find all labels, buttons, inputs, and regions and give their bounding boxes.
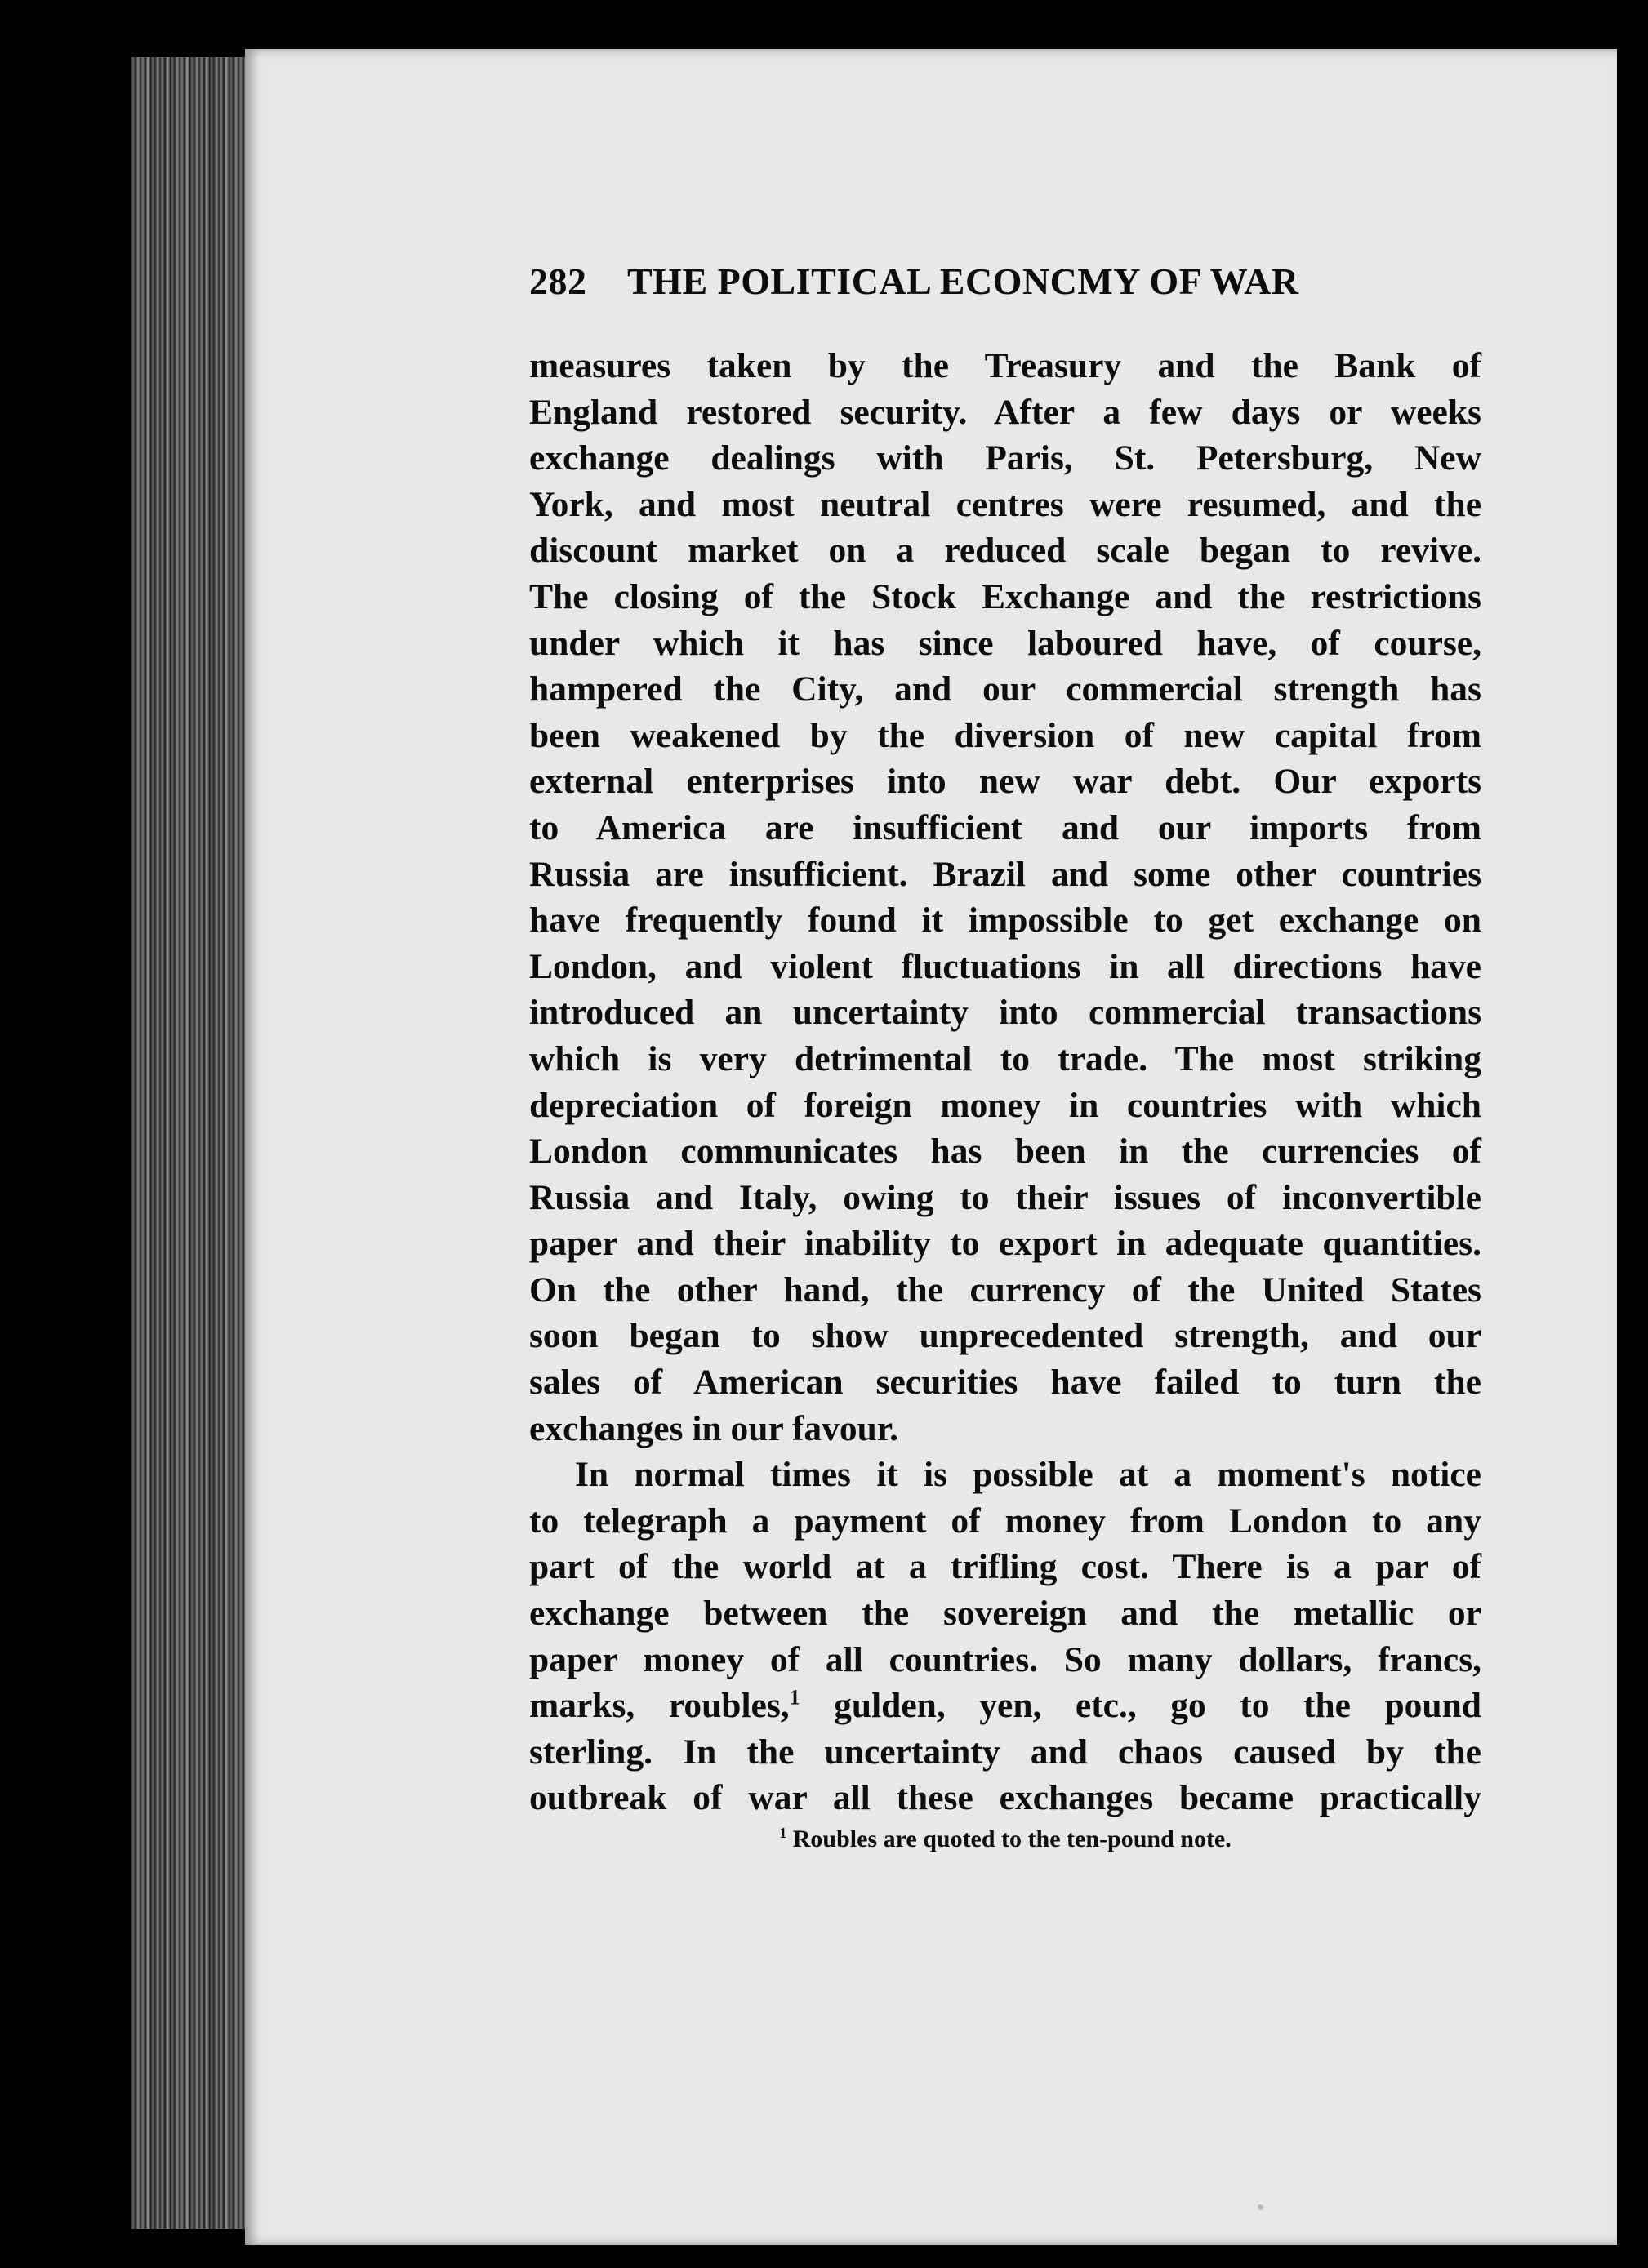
footnote-marker: 1 [779,1825,787,1841]
text-line [529,1683,1481,1729]
text-line: outbreak of war all these exchanges became practically [529,1778,1481,1818]
text-line: to telegraph a payment of money from London to any [529,1501,1481,1541]
running-head [529,260,1428,317]
text-line: sterling. In the uncertainty and chaos caused by the [529,1732,1481,1772]
footnote-reference: 1 [789,1685,800,1710]
text-line: York, and most neutral centres were resumed, and the [529,484,1481,524]
text-line: discount market on a reduced scale began to revive. [529,531,1481,571]
text-line: measures taken by the Treasury and the Bank of [529,346,1481,385]
footnote-text: Roubles are quoted to the ten-pound note. [786,1826,1232,1852]
text-line: depreciation of foreign money in countries with which [529,1085,1481,1125]
text-line: Russia and Italy, owing to their issues of inconvertible [529,1177,1481,1217]
text-fragment: marks, roubles, [529,1686,790,1726]
footnote [529,1826,1481,1853]
paragraph [529,343,1481,1452]
text-line: exchanges in our favour. [529,1408,898,1448]
text-line: under which it has since laboured have, of course, [529,623,1481,663]
text-line: exchange between the sovereign and the metallic or [529,1594,1481,1634]
text-line: been weakened by the diversion of new capital from [529,715,1481,755]
text-line: exchange dealings with Paris, St. Petersburg, New [529,438,1481,478]
book-page-edges [131,57,261,2229]
text-line: paper and their inability to export in adequate quantities. [529,1224,1481,1264]
running-title: THE POLITICAL ECONCMY OF WAR [627,260,1299,302]
paragraph [529,1452,1481,1821]
body-text [529,343,1481,1821]
text-line: hampered the City, and our commercial strength has [529,669,1481,709]
text-line: soon began to show unprecedented strength, and our [529,1316,1481,1356]
text-line: have frequently found it impossible to get exchange on [529,901,1481,941]
text-line: which is very detrimental to trade. The most striking [529,1038,1481,1078]
page-number: 282 [529,260,587,302]
text-line: On the other hand, the currency of the United States [529,1270,1481,1310]
text-line: external enterprises into new war debt. Our exports [529,762,1481,802]
text-line: paper money of all countries. So many dollars, francs, [529,1639,1481,1679]
text-line: London, and violent fluctuations in all directions have [529,946,1481,986]
paper-speck [1258,2204,1263,2210]
text-line: to America are insufficient and our imports from [529,807,1481,847]
text-line: In normal times it is possible at a moment's notice [575,1455,1481,1495]
text-line: sales of American securities have failed to turn the [529,1363,1481,1403]
text-line: London communicates has been in the currencies of [529,1132,1481,1172]
text-line: part of the world at a trifling cost. There is a par of [529,1547,1481,1587]
text-line: Russia are insufficient. Brazil and some other countries [529,854,1481,894]
text-line: introduced an uncertainty into commercial transactions [529,993,1481,1033]
text-fragment: gulden, yen, etc., go to the pound [800,1686,1481,1726]
text-line: The closing of the Stock Exchange and the restrictions [529,576,1481,616]
text-line: England restored security. After a few days or weeks [529,392,1481,432]
